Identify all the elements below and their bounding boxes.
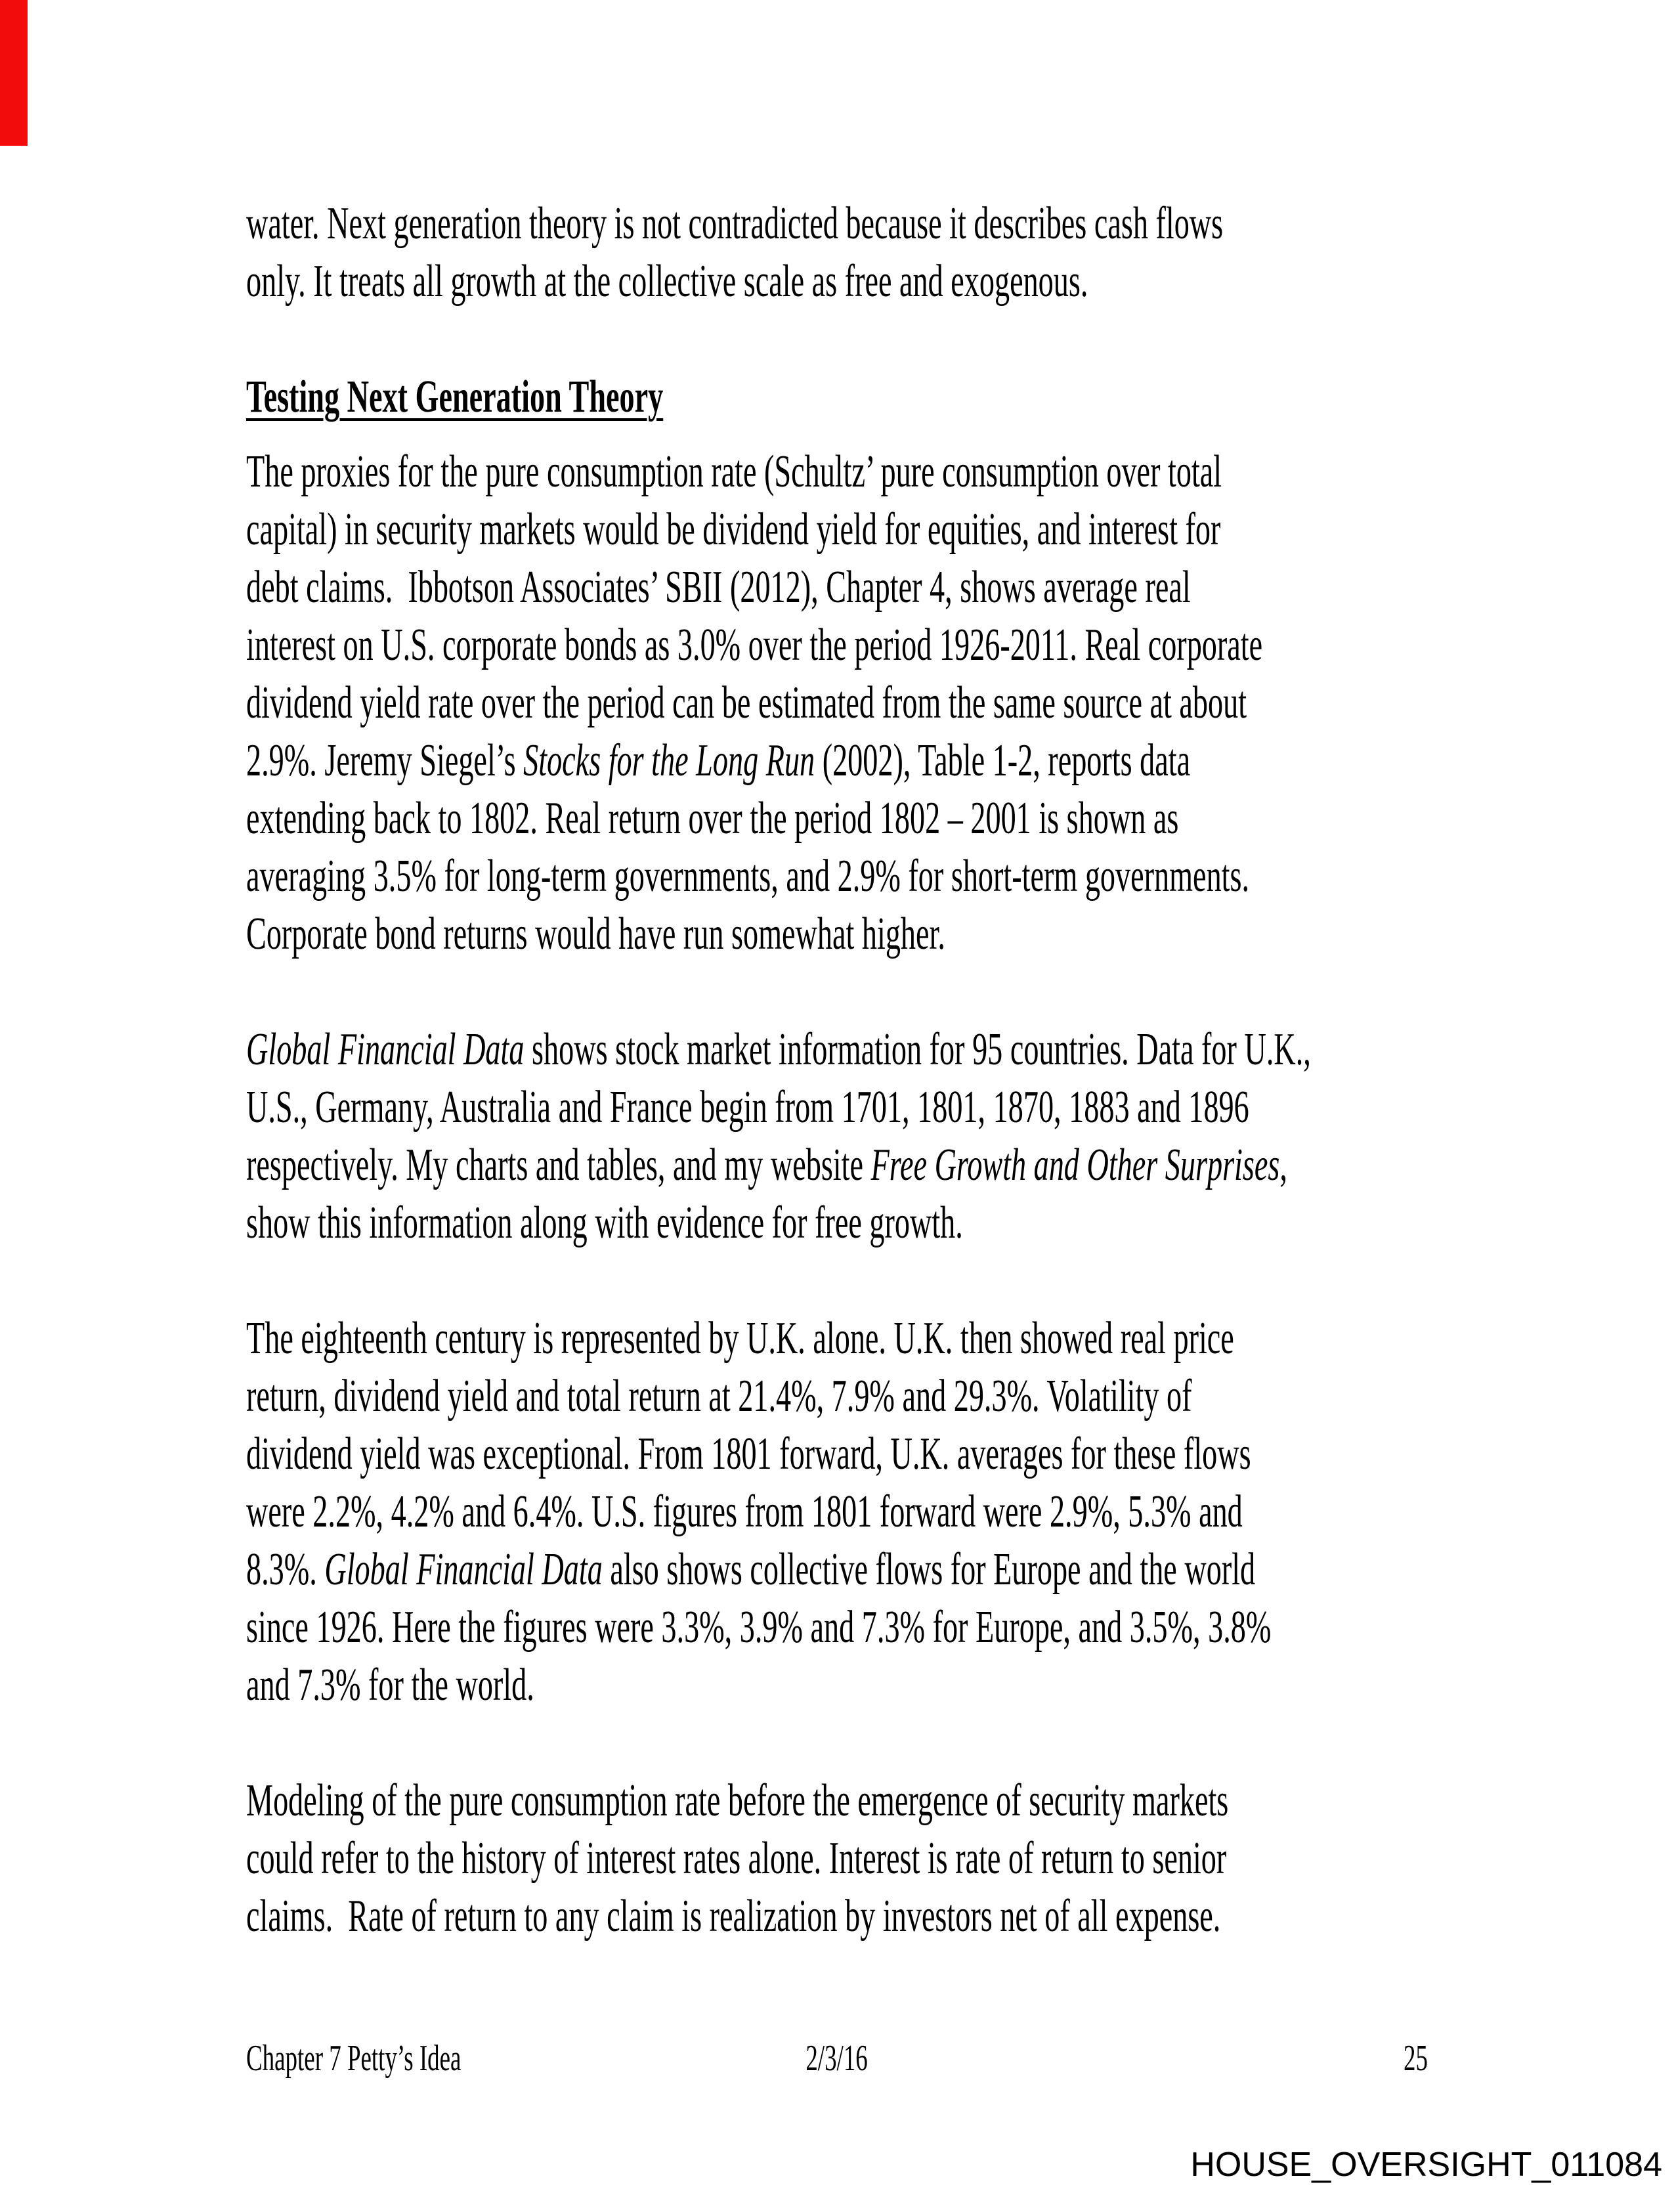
italic-text-segment: Global Financial Data: [324, 1544, 603, 1595]
text-line: [246, 790, 1179, 848]
text-segment: (2002), Table 1-2, reports data: [815, 735, 1191, 786]
text-segment: shows stock market information for 95 countries. Data for U.K.,: [524, 1024, 1311, 1075]
text-segment: and 7.3% for the world.: [246, 1660, 534, 1710]
page-footer: [246, 2040, 1428, 2077]
paragraph: [246, 1310, 1434, 1714]
text-line: [246, 1888, 1221, 1945]
text-segment: extending back to 1802. Real return over the period 1802 – 2001 is shown as: [246, 793, 1179, 844]
text-segment: averaging 3.5% for long-term governments, and 2.9% for short-term governments.: [246, 851, 1250, 901]
text-line: [246, 1541, 1256, 1599]
text-line: [246, 617, 1263, 674]
footer-date: [640, 2040, 1034, 2077]
text-line: [246, 1079, 1249, 1137]
text-line: [246, 1599, 1272, 1657]
text-segment: interest on U.S. corporate bonds as 3.0% over the period 1926-2011. Real corporate: [246, 620, 1263, 670]
text-segment: Modeling of the pure consumption rate before the emergence of security markets: [246, 1775, 1229, 1826]
text-segment: ,: [1279, 1140, 1287, 1190]
text-segment: claims. Rate of return to any claim is realization by investors net of all expense.: [246, 1891, 1221, 1941]
text-segment: only. It treats all growth at the collective scale as free and exogenous.: [246, 256, 1088, 307]
paragraph: [246, 195, 1434, 311]
document-body: [246, 195, 1434, 2003]
text-line: [246, 559, 1191, 617]
text-segment: respectively. My charts and tables, and my website: [246, 1140, 871, 1190]
text-line: [246, 674, 1247, 732]
section-heading: [246, 368, 1434, 426]
text-segment: 8.3%.: [246, 1544, 325, 1595]
text-segment: The proxies for the pure consumption rate (Schultz’ pure consumption over total: [246, 446, 1222, 497]
text-segment: also shows collective flows for Europe and the world: [602, 1544, 1256, 1595]
text-line: [246, 905, 1031, 963]
text-segment: U.S., Germany, Australia and France begin from 1701, 1801, 1870, 1883 and 1896: [246, 1082, 1249, 1133]
text-line: [246, 1310, 1234, 1368]
italic-text-segment: Global Financial Data: [246, 1024, 525, 1075]
text-line: [246, 443, 1222, 501]
text-segment: dividend yield was exceptional. From 1801 forward, U.K. averages for these flows: [246, 1429, 1251, 1479]
text-segment: debt claims. Ibbotson Associates’ SBII (2012), Chapter 4, shows average real: [246, 562, 1191, 613]
text-segment: 2.9%. Jeremy Siegel’s: [246, 735, 524, 786]
text-line: [246, 848, 1250, 905]
text-line: [246, 1021, 1311, 1079]
footer-chapter: [246, 2040, 640, 2077]
red-edge-mark: [0, 0, 28, 146]
text-segment: The eighteenth century is represented by U.K. alone. U.K. then showed real price: [246, 1313, 1234, 1364]
text-segment: dividend yield rate over the period can be estimated from the same source at about: [246, 678, 1247, 728]
text-segment: return, dividend yield and total return at 21.4%, 7.9% and 29.3%. Volatility of: [246, 1371, 1192, 1421]
text-line: [246, 1483, 1243, 1541]
text-segment: could refer to the history of interest rates alone. Interest is rate of return to senior: [246, 1833, 1227, 1884]
text-segment: Testing Next Generation Theory: [246, 372, 664, 422]
italic-text-segment: Free Growth and Other Surprises: [870, 1140, 1280, 1190]
text-segment: Corporate bond returns would have run somewhat higher.: [246, 909, 945, 959]
text-line: [246, 368, 1031, 426]
italic-text-segment: Stocks for the Long Run: [523, 735, 815, 786]
text-segment: show this information along with evidence for free growth.: [246, 1198, 963, 1248]
text-segment: were 2.2%, 4.2% and 6.4%. U.S. figures from 1801 forward were 2.9%, 5.3% and: [246, 1486, 1243, 1537]
text-line: [246, 1368, 1192, 1425]
text-line: [246, 501, 1221, 559]
paragraph: [246, 443, 1434, 963]
text-line: [246, 732, 1191, 790]
text-line: [246, 1657, 1031, 1714]
text-line: [246, 253, 1088, 311]
text-line: [246, 1137, 1287, 1194]
footer-page-number: [1034, 2040, 1428, 2077]
text-line: [246, 1772, 1229, 1830]
bates-stamp: HOUSE_OVERSIGHT_011084: [1190, 2146, 1662, 2184]
text-segment: capital) in security markets would be dividend yield for equities, and interest for: [246, 504, 1221, 555]
text-line: [246, 195, 1224, 253]
text-line: [246, 1194, 1031, 1252]
footer-chapter-text: Chapter 7 Petty’s Idea: [246, 2038, 461, 2079]
text-segment: since 1926. Here the figures were 3.3%, 3.9% and 7.3% for Europe, and 3.5%, 3.8%: [246, 1602, 1272, 1653]
text-line: [246, 1425, 1251, 1483]
paragraph: [246, 1772, 1434, 1945]
footer-date-text: 2/3/16: [805, 2038, 869, 2079]
text-segment: water. Next generation theory is not contradicted because it describes cash flows: [246, 198, 1224, 249]
text-line: [246, 1830, 1227, 1888]
footer-page-number-text: 25: [1404, 2038, 1428, 2079]
paragraph: [246, 1021, 1434, 1252]
